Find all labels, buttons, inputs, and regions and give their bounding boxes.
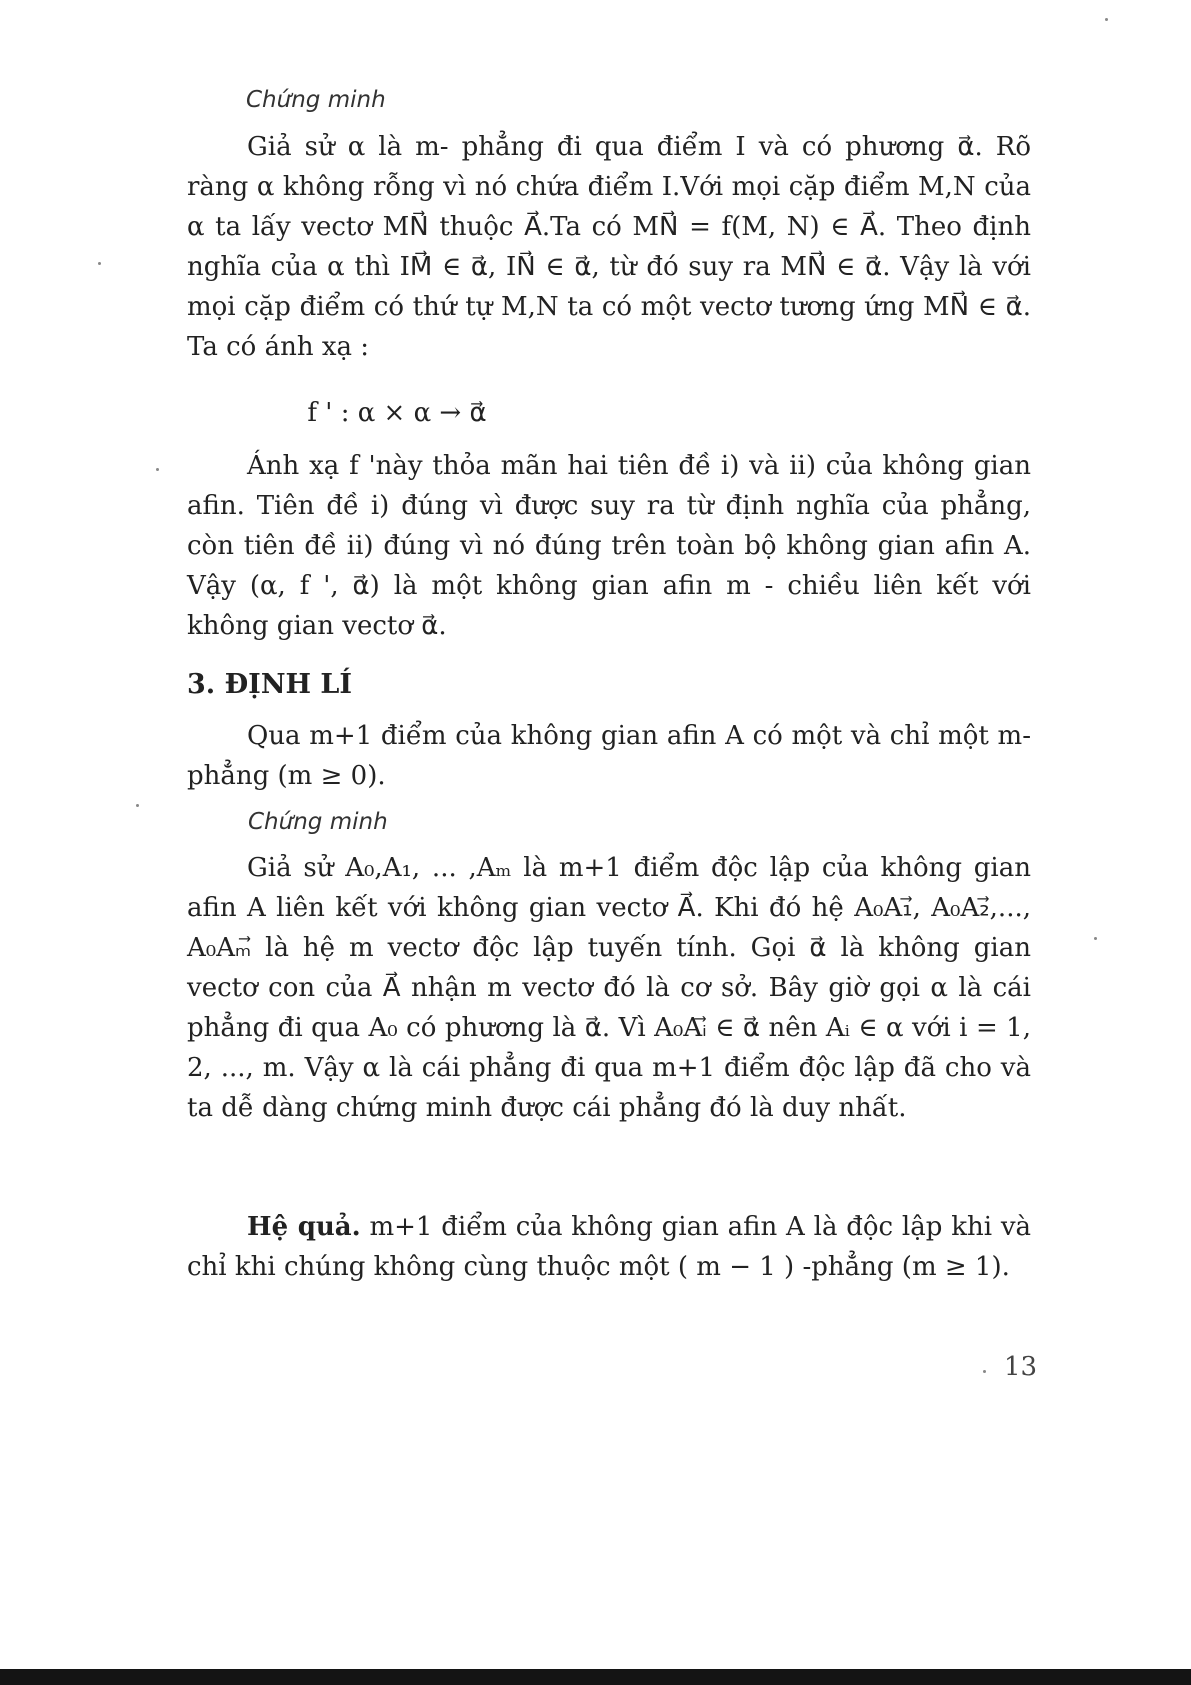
section-heading: 3. ĐỊNH LÍ	[187, 669, 353, 700]
corollary-text: m+1 điểm của không gian afin A là độc lập khi và chỉ khi chúng không cùng thuộc một ( m − 1 ) -phẳng (m ≥ 1).	[187, 1212, 1032, 1282]
scan-speck	[98, 262, 101, 265]
corollary-paragraph	[187, 1207, 1031, 1287]
paragraph-text: Giả sử A₀,A₁, ... ,Aₘ là m+1 điểm độc lập của không gian afin A liên kết với không gian vectơ A⃗. Khi đó hệ A₀A₁⃗, A₀A₂⃗,..., A₀Aₘ⃗ là hệ m vectơ độc lập tuyến tính. Gọi α⃗ là không gian vectơ con của A⃗ nhận m vectơ đó là cơ sở. Bây giờ gọi α là cái phẳng đi qua A₀ có phương là α⃗. Vì A₀Aᵢ⃗ ∈ α⃗ nên Aᵢ ∈ α với i = 1, 2, ..., m. Vậy α là cái phẳng đi qua m+1 điểm độc lập đã cho và ta dễ dàng chứng minh được cái phẳng đó là duy nhất.	[187, 853, 1031, 1123]
proof-caption-1: Chứng minh	[246, 87, 386, 113]
paragraph-text: Qua m+1 điểm của không gian afin A có một và chỉ một m-phẳng (m ≥ 0).	[187, 721, 1031, 791]
scan-speck	[136, 804, 139, 807]
proof-paragraph-1	[187, 127, 1031, 367]
proof-paragraph-3	[187, 848, 1031, 1128]
corollary	[187, 1207, 1031, 1287]
formula: f ' : α × α → α⃗	[307, 398, 487, 428]
paragraph-text: Giả sử α là m- phẳng đi qua điểm I và có phương α⃗. Rõ ràng α không rỗng vì nó chứa điểm I.Với mọi cặp điểm M,N của α ta lấy vectơ MN⃗ thuộc A⃗.Ta có MN⃗ = f(M, N) ∈ A⃗. Theo định nghĩa của α thì IM⃗ ∈ α⃗, IN⃗ ∈ α⃗, từ đó suy ra MN⃗ ∈ α⃗. Vậy là với mọi cặp điểm có thứ tự M,N ta có một vectơ tương ứng MN⃗ ∈ α⃗. Ta có ánh xạ :	[187, 132, 1031, 362]
scan-speck	[1094, 937, 1097, 940]
corollary-label: Hệ quả.	[247, 1212, 361, 1242]
paragraph-text: Ánh xạ f 'này thỏa mãn hai tiên đề i) và ii) của không gian afin. Tiên đề i) đúng vì được suy ra từ định nghĩa của phẳng, còn tiên đề ii) đúng vì nó đúng trên toàn bộ không gian afin A. Vậy (α, f ', α⃗) là một không gian afin m - chiều liên kết với không gian vectơ α⃗.	[187, 451, 1031, 641]
proof-paragraph-2	[187, 446, 1031, 646]
scan-speck	[983, 1370, 986, 1373]
scan-speck	[156, 468, 159, 471]
proof-caption-2: Chứng minh	[248, 809, 388, 835]
scan-speck	[1105, 18, 1108, 21]
theorem-statement	[187, 716, 1031, 796]
scan-bottom-edge	[0, 1669, 1191, 1685]
page-number: 13	[1004, 1352, 1038, 1382]
